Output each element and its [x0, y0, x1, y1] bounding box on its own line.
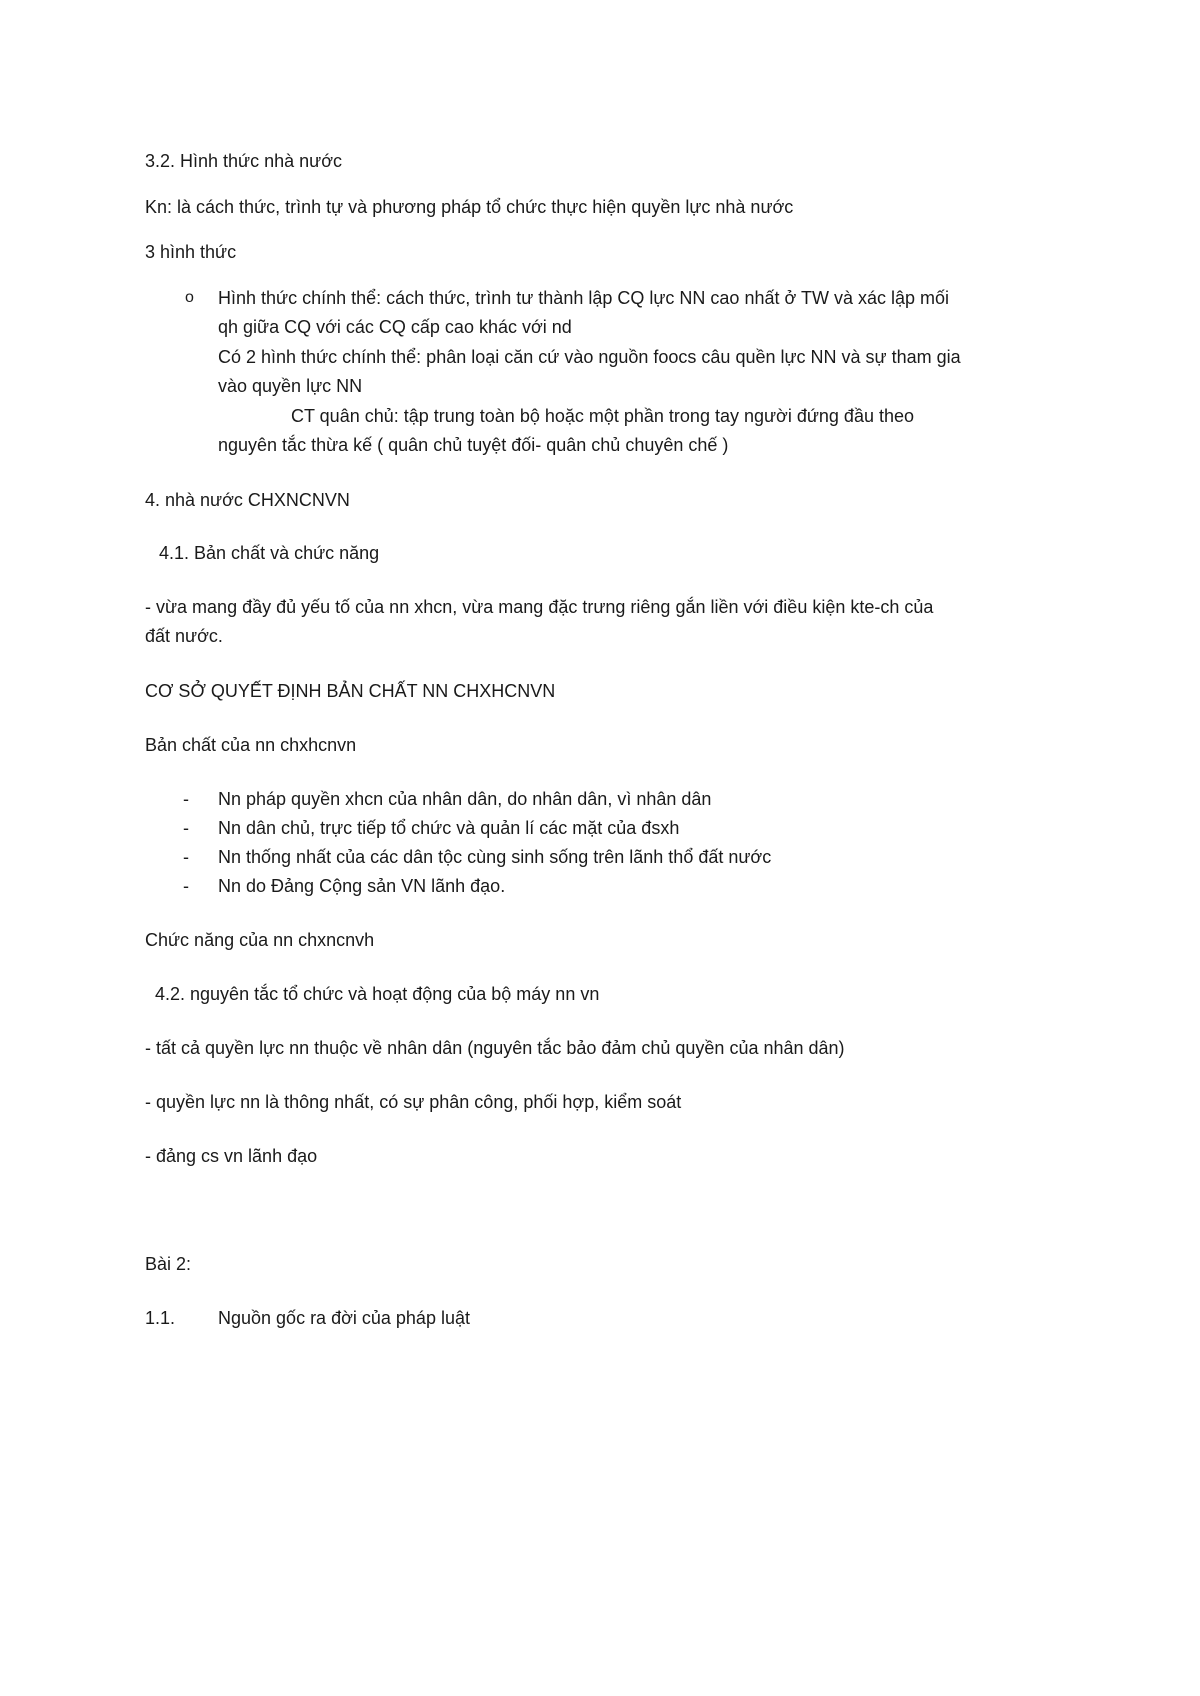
paragraph-line-1: - vừa mang đầy đủ yếu tố của nn xhcn, vừa mang đặc trưng riêng gắn liền với điều kiện kte-ch của: [145, 597, 934, 617]
basis-heading: CƠ SỞ QUYẾT ĐỊNH BẢN CHẤT NN CHXHCNVN: [145, 681, 556, 701]
principle-1: - tất cả quyền lực nn thuộc về nhân dân (nguyên tắc bảo đảm chủ quyền của nhân dân): [145, 1038, 845, 1058]
section-4-2-heading: 4.2. nguyên tắc tổ chức và hoạt động của bộ máy nn vn: [155, 984, 600, 1004]
lesson-2-item-title: Nguồn gốc ra đời của pháp luật: [218, 1308, 470, 1328]
lesson-2-item-number: 1.1.: [145, 1308, 176, 1328]
nature-item-2: Nn dân chủ, trực tiếp tổ chức và quản lí các mặt của đsxh: [218, 818, 680, 838]
nature-item-1: Nn pháp quyền xhcn của nhân dân, do nhân dân, vì nhân dân: [218, 789, 712, 809]
bullet-line-1: Hình thức chính thể: cách thức, trình tư thành lập CQ lực NN cao nhất ở TW và xác lập mối: [218, 288, 949, 308]
dash-bullet-icon: -: [183, 876, 189, 896]
paragraph-line-2: đất nước.: [145, 626, 223, 646]
principle-2: - quyền lực nn là thông nhất, có sự phân công, phối hợp, kiểm soát: [145, 1092, 682, 1112]
nature-heading: Bản chất của nn chxhcnvn: [145, 735, 357, 755]
bullet-line-2: qh giữa CQ với các CQ cấp cao khác với nd: [218, 317, 572, 337]
bullet-line-3: Có 2 hình thức chính thể: phân loại căn cứ vào nguồn foocs câu quền lực NN và sự tham gia: [218, 347, 961, 367]
dash-bullet-icon: -: [183, 789, 189, 809]
section-4-1-heading: 4.1. Bản chất và chức năng: [159, 543, 380, 563]
bullet-line-4: vào quyền lực NN: [218, 376, 363, 396]
bullet-line-6: nguyên tắc thừa kế ( quân chủ tuyệt đối- quân chủ chuyên chế ): [218, 435, 729, 455]
principle-3: - đảng cs vn lãnh đạo: [145, 1146, 318, 1166]
definition-text: Kn: là cách thức, trình tự và phương pháp tổ chức thực hiện quyền lực nhà nước: [145, 197, 794, 217]
dash-bullet-icon: -: [183, 818, 189, 838]
circle-bullet-icon: o: [185, 289, 194, 306]
dash-bullet-icon: -: [183, 847, 189, 867]
bullet-line-5: CT quân chủ: tập trung toàn bộ hoặc một phần trong tay người đứng đầu theo: [291, 406, 914, 426]
nature-item-3: Nn thống nhất của các dân tộc cùng sinh sống trên lãnh thổ đất nước: [218, 847, 772, 867]
lesson-2-heading: Bài 2:: [145, 1254, 192, 1274]
forms-count-text: 3 hình thức: [145, 242, 237, 262]
nature-item-4: Nn do Đảng Cộng sản VN lãnh đạo.: [218, 876, 506, 896]
section-4-heading: 4. nhà nước CHXNCNVN: [145, 490, 350, 510]
function-heading: Chức năng của nn chxncnvh: [145, 930, 375, 950]
section-3-2-heading: 3.2. Hình thức nhà nước: [145, 151, 343, 171]
